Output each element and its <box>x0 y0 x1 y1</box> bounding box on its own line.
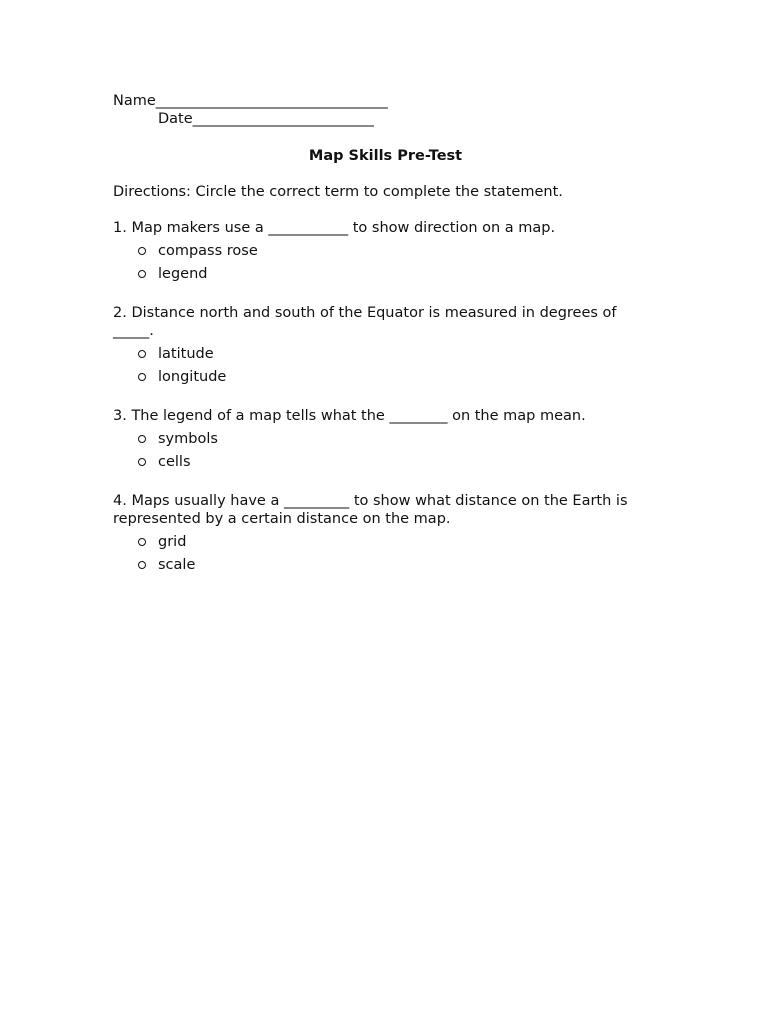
question-text: 1. Map makers use a ___________ to show direction on a map. <box>113 220 556 236</box>
option-label: longitude <box>158 369 227 386</box>
name-line: Name________________________________ <box>113 93 388 109</box>
option-item <box>113 451 658 475</box>
option-item <box>113 530 658 554</box>
option-item <box>113 554 658 578</box>
option-label: compass rose <box>158 242 258 259</box>
option-label: latitude <box>158 345 214 362</box>
option-label: legend <box>158 266 208 283</box>
directions-text: Directions: Circle the correct term to complete the statement. <box>113 184 563 200</box>
circle-bullet-icon <box>138 561 146 569</box>
option-label: scale <box>158 557 196 574</box>
option-label: symbols <box>158 430 218 447</box>
circle-bullet-icon <box>138 247 146 255</box>
option-list <box>113 530 658 577</box>
option-list <box>113 342 658 389</box>
circle-bullet-icon <box>138 458 146 466</box>
circle-bullet-icon <box>138 538 146 546</box>
question-1 <box>113 219 658 286</box>
option-item <box>113 427 658 451</box>
question-text: 3. The legend of a map tells what the ________ on the map mean. <box>113 408 586 424</box>
question-4 <box>113 492 658 577</box>
worksheet-content <box>113 92 658 577</box>
option-item <box>113 366 658 390</box>
circle-bullet-icon <box>138 435 146 443</box>
option-item <box>113 342 658 366</box>
question-3 <box>113 407 658 474</box>
circle-bullet-icon <box>138 373 146 381</box>
date-line: Date_________________________ <box>158 111 374 127</box>
option-label: cells <box>158 454 191 471</box>
question-text: 2. Distance north and south of the Equator is measured in degrees of _____. <box>113 305 617 339</box>
circle-bullet-icon <box>138 350 146 358</box>
question-2 <box>113 304 658 389</box>
circle-bullet-icon <box>138 270 146 278</box>
option-list <box>113 427 658 474</box>
option-item <box>113 239 658 263</box>
option-label: grid <box>158 533 187 550</box>
option-list <box>113 239 658 286</box>
option-item <box>113 263 658 287</box>
page-title: Map Skills Pre-Test <box>308 148 463 164</box>
question-text: 4. Maps usually have a _________ to show what distance on the Earth is represented by a certain distance on the map. <box>113 493 628 527</box>
